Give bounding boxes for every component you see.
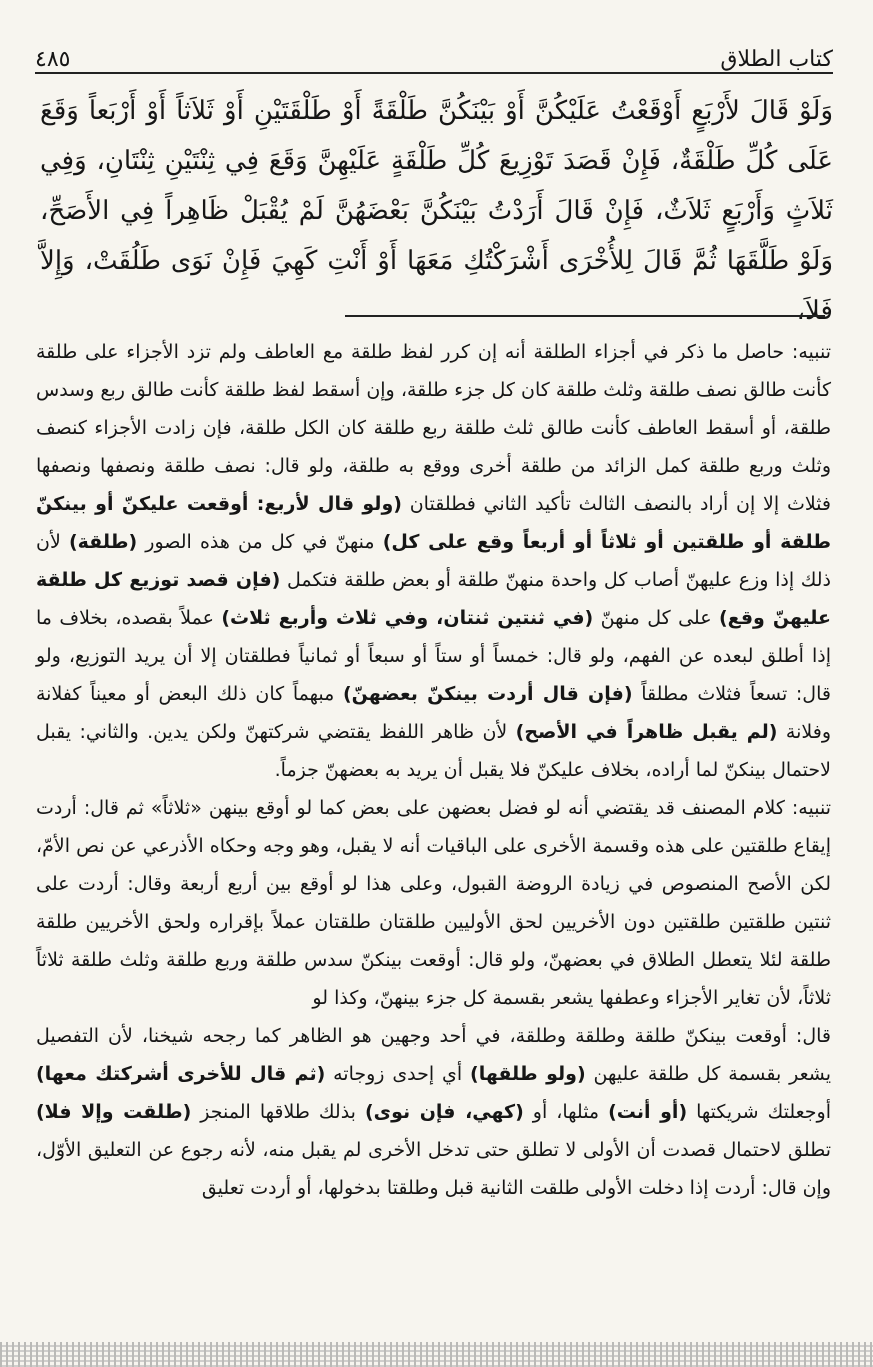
separator-rule [345,315,825,317]
chapter-title: كتاب الطلاق [720,47,833,72]
quoted-main-text: (فإن قال أردت بينكنّ بعضهنّ) [342,683,633,705]
commentary-text: تنبيه: حاصل ما ذكر في أجزاء الطلقة أنه إن كرر لفظ طلقة مع العاطف ولم تزد الأجزاء على طلقة كأنت طالق نصف طلقة وثلث طلقة كان كل جزء طلقة، وإن أسقط لفظ طلقة كأنت طالق ربع وسدس طلقة، أو أسقط العاطف كأنت طالق ثلث طلقة ربع طلقة كان الكل طلقة، فإن زادت الأجزاء كنصف وثلث وربع طلقة كمل الزائد من طلقة أخرى ووقع به طلقة، ولو قال: نصف طلقة ونصفها ونصفها فثلاث إلا إن أراد بالنصف الثالث تأكيد الثاني فطلقتان [36,341,831,515]
main-text-line-4: أَشْرَكْتُكِ مَعَهَا أَوْ أَنْتِ كَهِيَ فَإِنْ نَوَى طَلُقَتْ، وَإِلاَّ فَلاَ، [40,246,833,326]
commentary-text: مبهماً كان ذلك البعض أو معيناً كفلانة وفلانة [36,683,831,743]
commentary-text: قال: أوقعت بينكنّ طلقة وطلقة وطلقة، في أحد وجهين هو الظاهر كما رجحه شيخنا، لأن التفصيل يشعر بقسمة كل طلقة عليهن [36,1025,831,1085]
commentary-paragraph-1 [36,333,831,789]
main-text [40,86,833,336]
commentary-text: مثلها، أو [523,1101,609,1123]
commentary-text: تطلق لاحتمال قصدت أن الأولى لا تطلق حتى تدخل الأخرى لم يقبل منه، لأنه رجوع عن التعليق الأوّل، وإن قال: أردت إذا دخلت الأولى طلقت الثانية قبل وطلقتا بدخولها، أو أردت تعليق [36,1139,831,1199]
commentary-text: أوجعلتك شريكتها [687,1101,832,1123]
commentary-text: لأن ظاهر اللفظ يقتضي شركتهنّ ولكن يدين. والثاني: يقبل لاحتمال بينكنّ لما أراده، بخلاف عليكنّ فلا يقبل أن يريد به بعضهنّ جزماً. [36,721,831,781]
commentary-paragraph-2: تنبيه: كلام المصنف قد يقتضي أنه لو فضل بعضهن على بعض كما لو أوقع بينهن «ثلاثاً» ثم قال: أردت إيقاع طلقتين على هذه وقسمة الأخرى على الباقيات أنه لا يقبل، وهو وجه وحكاه الأذرعي عن نص الأمّ، لكن الأصح المنصوص في زيادة الروضة القبول، وعلى هذا لو أوقع بين أربع أربعة وقال: أردت على ثنتين طلقتين طلقتين دون الأخريين لحق الأوليين طلقتان طلقتان عملاً بإقراره ولحق الأخريين طلقة طلقة لئلا يتعطل الطلاق في بعضهنّ، ولو قال: أوقعت بينكنّ سدس طلقة وربع طلقة وثلث طلقة ثلاثاً ثلاثاً، لأن تغاير الأجزاء وعطفها يشعر بقسمة كل جزء بينهنّ، وكذا لو [36,797,831,1009]
commentary-text: أي إحدى زوجاته [325,1063,471,1085]
main-text-line-1: وَلَوْ قَالَ لأَرْبَعٍ أَوْقَعْتُ عَلَيْكُنَّ أَوْ بَيْنَكُنَّ طَلْقَةً أَوْ طَلْقَتَيْنِ أَوْ ثَلاَثاً أَوْ أَرْبَعاً وَقَعَ عَلَى كُلِّ [40,96,833,176]
quoted-main-text: (أو أنت) [608,1101,688,1123]
quoted-main-text: (في ثنتين ثنتان، وفي ثلاث وأربع ثلاث) [221,607,594,629]
commentary [36,333,831,1207]
decorative-border [0,1342,873,1367]
main-text-line-3: فَإِنْ قَالَ أَرَدْتُ بَيْنَكُنَّ بَعْضَهُنَّ لَمْ يُقْبَلْ ظَاهِراً فِي الأَصَحِّ، وَلَوْ طَلَّقَهَا ثُمَّ قَالَ لِلأُخْرَى [40,196,834,276]
commentary-text: عملاً بقصده، بخلاف ما إذا أطلق لبعده عن الفهم، ولو قال: خمساً أو ستاً أو سبعاً أو ثمانياً فطلقتان إلا أن يريد التوزيع، ولو قال: تسعاً فثلاث مطلقاً [36,607,831,705]
commentary-text: على كل منهنّ [593,607,719,629]
quoted-main-text: (فإن قصد توزيع كل طلقة عليهنّ وقع) [36,569,831,629]
quoted-main-text: (ولو قال لأربع: أوقعت عليكنّ أو بينكنّ طلقة أو طلقتين أو ثلاثاً أو أربعاً وقع على كل) [36,493,831,553]
quoted-main-text: (لم يقبل ظاهراً في الأصح) [515,721,778,743]
commentary-text: منهنّ في كل من هذه الصور [137,531,383,553]
quoted-main-text: (ثم قال للأخرى أشركتك معها) [36,1063,326,1085]
quoted-main-text: (ولو طلقها) [470,1063,586,1085]
quoted-main-text: (طلقة) [68,531,138,553]
commentary-text: لأن ذلك إذا وزع عليهنّ أصاب كل واحدة منهنّ طلقة أو بعض طلقة فتكمل [36,531,831,591]
quoted-main-text: (طلقت وإلا فلا) [36,1101,192,1123]
page-header [35,30,833,74]
quoted-main-text: (كهي، فإن نوى) [364,1101,524,1123]
commentary-paragraph-3 [36,1017,831,1207]
page-number: ٤٨٥ [35,47,71,72]
main-text-line-2: طَلْقَةٌ، فَإِنْ قَصَدَ تَوْزِيعَ كُلِّ طَلْقَةٍ عَلَيْهِنَّ وَقَعَ فِي ثِنْتَيْنِ ثِنْتَانِ، وَفِي ثَلاَثٍ وَأَرْبَعٍ ثَلاَثٌ، [40,146,834,226]
commentary-text: بذلك طلاقها المنجز [191,1101,365,1123]
